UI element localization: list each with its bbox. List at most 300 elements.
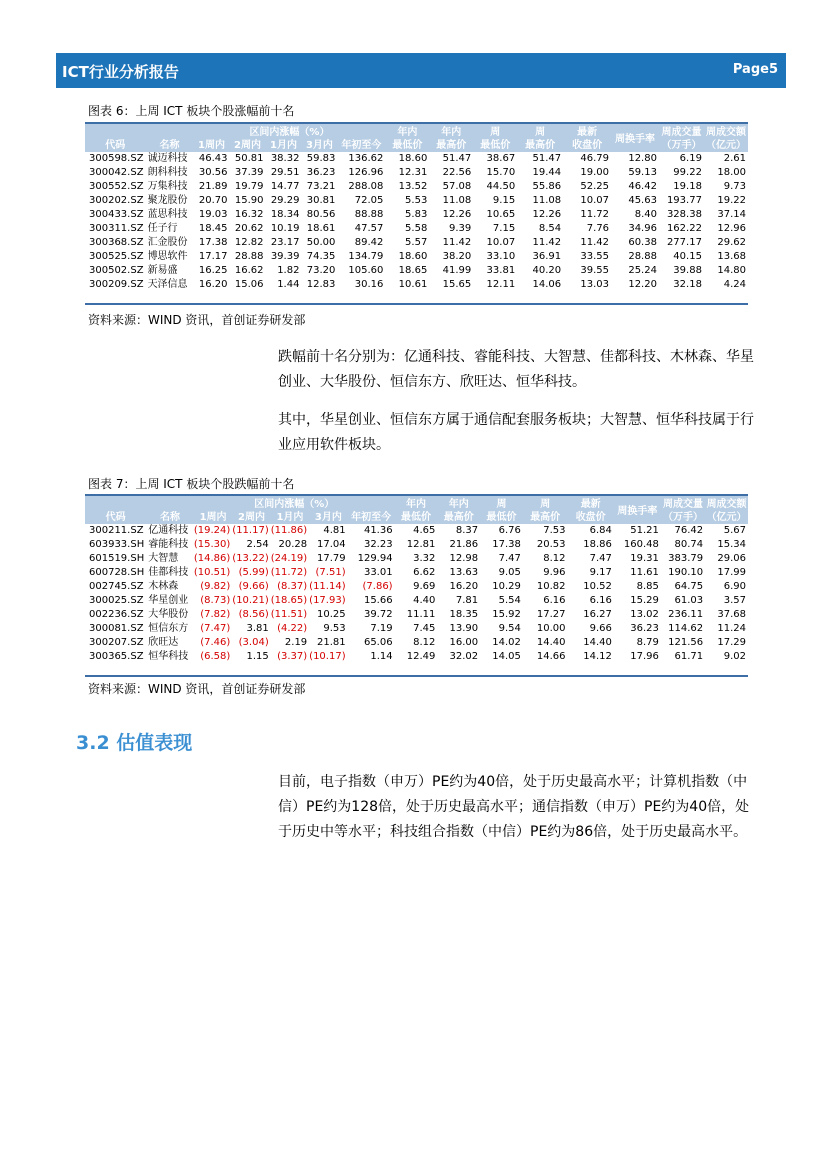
table-cell-m1: (3.37) [277, 651, 308, 662]
table-cell-m1: 29.29 [270, 195, 300, 206]
table-cell-w2: 37.39 [234, 167, 264, 178]
table-row [85, 524, 748, 538]
stock-code-cell: 600728.SH [89, 567, 145, 578]
stock-name-cell: 万集科技 [147, 181, 188, 192]
table-cell-m1: 29.51 [270, 167, 300, 178]
table-cell-m1: 10.19 [270, 223, 300, 234]
table-cell-m3: (10.17) [309, 651, 346, 662]
table-cell-ylow: 12.49 [406, 651, 436, 662]
table-cell-w1: 20.70 [198, 195, 228, 206]
table-cell-yhigh: 18.35 [449, 609, 479, 620]
table-cell-ylow: 5.53 [405, 195, 428, 206]
table-cell-turn: 15.29 [630, 595, 659, 606]
table-cell-whigh: 55.86 [532, 181, 562, 192]
table-cell-turn: 25.24 [628, 265, 657, 276]
table-cell-wlow: 5.54 [498, 595, 521, 606]
table-cell-close: 33.55 [580, 251, 610, 262]
table-cell-turn: 28.88 [628, 251, 657, 262]
table-cell-w1: (19.24) [193, 525, 231, 536]
table-cell-whigh: 14.66 [536, 651, 566, 662]
table-header-cell: 2周内 [230, 139, 266, 152]
table-header-cell: 最高价 [437, 511, 480, 524]
table-cell-m1: 38.32 [270, 153, 300, 164]
table-cell-ylow: 10.61 [398, 279, 428, 290]
table-header-cell: 周成交量 [659, 124, 704, 139]
table-header-cell: 代码 [85, 139, 146, 152]
table-row [85, 180, 748, 194]
table-cell-w1: (7.47) [200, 623, 231, 634]
table-header-cell: 区间内涨幅（%） [194, 124, 386, 139]
table-6-bottom-rule [85, 303, 748, 305]
table-cell-whigh: 19.44 [532, 167, 562, 178]
table-cell-turn: 13.02 [630, 609, 659, 620]
table-cell-w1: (7.46) [200, 637, 231, 648]
table-cell-w1: 16.25 [198, 265, 228, 276]
stock-code-cell: 300207.SZ [89, 637, 144, 648]
table-cell-ylow: 4.65 [413, 525, 436, 536]
table-cell-turn: 45.63 [628, 195, 657, 206]
table-cell-ytd: 288.08 [348, 181, 384, 192]
table-cell-ytd: (7.86) [362, 581, 393, 592]
stock-code-cell: 300025.SZ [89, 595, 144, 606]
table-cell-ylow: 18.60 [398, 153, 428, 164]
table-cell-w2: 28.88 [234, 251, 264, 262]
table-cell-yhigh: 13.63 [449, 567, 479, 578]
table-cell-close: 19.00 [580, 167, 610, 178]
table-cell-turn: 34.96 [628, 223, 657, 234]
stock-code-cell: 002236.SZ [89, 609, 144, 620]
table-row [85, 264, 748, 278]
table-header-cell [85, 496, 146, 511]
table-header-cell: 最新 [567, 496, 613, 511]
table-cell-m1: 1.44 [277, 279, 300, 290]
table-cell-w1: 18.45 [198, 223, 228, 234]
table-cell-ytd: 1.14 [370, 651, 393, 662]
table-row [85, 622, 748, 636]
table-cell-m1: 20.28 [278, 539, 308, 550]
report-header-bar [56, 53, 786, 88]
table-header-cell: 周 [523, 496, 568, 511]
table-cell-amt: 15.34 [717, 539, 746, 550]
stock-name-cell: 恒华科技 [148, 651, 189, 662]
table-cell-turn: 11.61 [630, 567, 659, 578]
table-cell-m3: 17.79 [316, 553, 346, 564]
table-cell-vol: 383.79 [668, 553, 704, 564]
table-cell-yhigh: 16.00 [449, 637, 479, 648]
stock-code-cell: 300552.SZ [89, 181, 144, 192]
table-cell-amt: 12.96 [717, 223, 746, 234]
table-header-cell: 名称 [146, 511, 194, 524]
table-cell-w1: 16.20 [198, 279, 228, 290]
table-cell-w2: (10.21) [232, 595, 269, 606]
table-cell-ylow: 9.69 [413, 581, 436, 592]
table-cell-yhigh: 22.56 [442, 167, 472, 178]
table-cell-wlow: 15.92 [492, 609, 521, 620]
table-cell-ylow: 13.52 [398, 181, 428, 192]
table-cell-m1: (11.51) [270, 609, 308, 620]
table-cell-w1: 19.03 [198, 209, 228, 220]
table-header-cell: 1周内 [194, 139, 230, 152]
table-cell-wlow: 12.11 [486, 279, 516, 290]
table-row [85, 580, 748, 594]
table-cell-vol: 32.18 [673, 279, 702, 290]
table-row [85, 250, 748, 264]
table-header-cell: 最高价 [517, 139, 563, 152]
table-cell-yhigh: 21.86 [449, 539, 479, 550]
table-cell-close: 16.27 [583, 609, 612, 620]
table-cell-m3: 9.53 [323, 623, 346, 634]
table-cell-wlow: 9.15 [492, 195, 516, 206]
table-cell-w1: 46.43 [198, 153, 228, 164]
table-cell-vol: 99.22 [673, 167, 702, 178]
table-cell-close: 39.55 [580, 265, 610, 276]
table-cell-m1: (18.65) [270, 595, 308, 606]
table-cell-whigh: 20.53 [536, 539, 566, 550]
table-header-cell: 最新 [563, 124, 611, 139]
table-header-cell [146, 124, 194, 139]
table-cell-vol: 193.77 [666, 195, 702, 206]
table-cell-ylow: 5.58 [405, 223, 428, 234]
page-number: Page5 [732, 62, 778, 77]
table-cell-close: 13.03 [580, 279, 610, 290]
table-cell-w1: (15.30) [193, 539, 231, 550]
paragraph-valuation: 目前，电子指数（申万）PE约为40倍，处于历史最高水平；计算机指数（中信）PE约为128倍，处于历史最高水平；通信指数（申万）PE约为40倍，处于历史中等水平；科技组合指数（中信）PE约为86倍，处于历史最高水平。 [278, 774, 750, 840]
table-cell-close: 14.40 [583, 637, 612, 648]
table-header-cell: 最低价 [385, 139, 429, 152]
table-cell-m3: (7.51) [315, 567, 346, 578]
stock-code-cell: 603933.SH [89, 539, 145, 550]
stock-name-cell: 天泽信息 [147, 279, 188, 290]
table-header-cell: 名称 [146, 139, 194, 152]
table-cell-w2: 50.81 [234, 153, 264, 164]
table-cell-amt: 11.24 [717, 623, 746, 634]
figure-7-source: 资料来源：WIND 资讯，首创证券研发部 [88, 682, 306, 696]
stock-code-cell: 300433.SZ [89, 209, 144, 220]
table-cell-w1: 17.17 [198, 251, 228, 262]
table-row [85, 636, 748, 650]
table-cell-w2: 12.82 [234, 237, 264, 248]
table-cell-ylow: 5.57 [405, 237, 428, 248]
stock-name-cell: 欣旺达 [148, 637, 179, 648]
table-header-cell: 年内 [385, 124, 429, 139]
table-cell-ytd: 15.66 [363, 595, 393, 606]
table-cell-yhigh: 32.02 [449, 651, 479, 662]
stock-code-cell: 002745.SZ [89, 581, 144, 592]
table-cell-wlow: 10.29 [492, 581, 521, 592]
table-cell-w2: (11.17) [232, 525, 269, 536]
table-cell-w1: (9.82) [200, 581, 231, 592]
stock-name-cell: 华星创业 [148, 595, 189, 606]
table-cell-w1: (8.73) [200, 595, 231, 606]
table-cell-w2: 1.15 [246, 651, 269, 662]
table-header-cell: 最低价 [480, 511, 523, 524]
table-header-cell: 1月内 [265, 139, 301, 152]
table-cell-close: 9.17 [589, 567, 612, 578]
table-cell-turn: 36.23 [630, 623, 659, 634]
table-cell-close: 9.66 [589, 623, 612, 634]
stock-name-cell: 木林森 [148, 581, 179, 592]
stock-name-cell: 亿通科技 [148, 525, 189, 536]
table-cell-w1: 30.56 [198, 167, 228, 178]
table-cell-yhigh: 12.26 [442, 209, 472, 220]
table-cell-ylow: 6.62 [413, 567, 436, 578]
table-cell-close: 7.47 [589, 553, 612, 564]
table-header-cell: 周换手率 [611, 124, 659, 152]
table-cell-turn: 12.20 [628, 279, 657, 290]
table-header-cell [146, 496, 194, 511]
table-cell-w2: 16.32 [234, 209, 264, 220]
stock-name-cell: 聚龙股份 [147, 195, 188, 206]
table-cell-wlow: 10.07 [486, 237, 516, 248]
table-cell-wlow: 44.50 [486, 181, 516, 192]
table-cell-yhigh: 16.20 [449, 581, 479, 592]
table-cell-m1: 39.39 [270, 251, 300, 262]
table-cell-whigh: 9.96 [543, 567, 566, 578]
table-cell-close: 10.52 [583, 581, 612, 592]
table-cell-ylow: 8.12 [413, 637, 436, 648]
table-cell-ytd: 33.01 [363, 567, 393, 578]
table-cell-wlow: 7.47 [498, 553, 521, 564]
table-header-cell: （万手） [659, 139, 704, 152]
table-cell-m1: (8.37) [277, 581, 308, 592]
table-cell-w2: 3.81 [246, 623, 269, 634]
table-cell-amt: 19.22 [717, 195, 746, 206]
stock-name-cell: 睿能科技 [148, 539, 189, 550]
table-cell-close: 52.25 [580, 181, 610, 192]
stock-name-cell: 博思软件 [147, 251, 188, 262]
table-cell-turn: 17.96 [630, 651, 659, 662]
table-cell-ytd: 41.36 [363, 525, 393, 536]
stock-code-cell: 300598.SZ [89, 153, 144, 164]
stock-code-cell: 300209.SZ [89, 279, 144, 290]
table-cell-yhigh: 57.08 [442, 181, 472, 192]
stock-code-cell: 300368.SZ [89, 237, 144, 248]
table-cell-yhigh: 41.99 [442, 265, 472, 276]
table-cell-wlow: 9.54 [498, 623, 521, 634]
table-cell-turn: 60.38 [628, 237, 657, 248]
table-cell-w2: 19.79 [234, 181, 264, 192]
table-cell-amt: 3.57 [723, 595, 746, 606]
table-cell-w2: 16.62 [234, 265, 264, 276]
table-cell-vol: 39.88 [673, 265, 702, 276]
table-cell-amt: 9.73 [723, 181, 746, 192]
table-header-cell: 年初至今 [348, 511, 395, 524]
table-row [85, 208, 748, 222]
table-cell-m3: (11.14) [309, 581, 346, 592]
table-header-cell: （亿元） [706, 512, 747, 523]
table-cell-ytd: 88.88 [354, 209, 384, 220]
table-cell-m3: 36.23 [306, 167, 336, 178]
table-cell-whigh: 6.16 [543, 595, 566, 606]
stock-name-cell: 蓝思科技 [147, 209, 188, 220]
table-cell-ylow: 4.40 [413, 595, 436, 606]
table-cell-ytd: 30.16 [354, 279, 384, 290]
table-cell-m3: 74.35 [306, 251, 336, 262]
table-cell-vol: 162.22 [666, 223, 702, 234]
table-cell-ytd: 134.79 [348, 251, 384, 262]
table-cell-ytd: 126.96 [348, 167, 384, 178]
table-cell-ytd: 65.06 [363, 637, 393, 648]
table-cell-amt: 18.00 [717, 167, 746, 178]
table-row [85, 194, 748, 208]
table-cell-turn: 8.79 [636, 637, 659, 648]
table-header-cell: 周 [517, 124, 563, 139]
table-header-cell: 周成交额 [705, 496, 748, 511]
table-cell-wlow: 33.81 [486, 265, 516, 276]
table-cell-m3: 18.61 [306, 223, 336, 234]
table-cell-m1: 18.34 [270, 209, 300, 220]
table-cell-m3: 21.81 [316, 637, 346, 648]
table-cell-w1: (10.51) [193, 567, 231, 578]
stock-name-cell: 佳都科技 [148, 567, 189, 578]
table-cell-amt: 2.61 [723, 153, 746, 164]
table-cell-w2: (5.99) [238, 567, 269, 578]
table-cell-wlow: 6.76 [498, 525, 521, 536]
table-cell-w1: 21.89 [198, 181, 228, 192]
stock-name-cell: 汇金股份 [147, 237, 188, 248]
table-row [85, 236, 748, 250]
table-cell-turn: 59.13 [628, 167, 657, 178]
table-cell-ylow: 18.60 [398, 251, 428, 262]
table-header-cell: 周成交额 [704, 124, 748, 139]
table-cell-m1: (4.22) [277, 623, 308, 634]
table-cell-turn: 12.80 [628, 153, 657, 164]
table-cell-turn: 8.85 [636, 581, 659, 592]
table-cell-wlow: 33.10 [486, 251, 516, 262]
table-cell-vol: 190.10 [668, 567, 704, 578]
table-row [85, 538, 748, 552]
table-cell-w2: (8.56) [238, 609, 269, 620]
table-header-cell: （亿元） [704, 139, 748, 152]
paragraph-losers-list: 跌幅前十名分别为：亿通科技、睿能科技、大智慧、佳都科技、木林森、华星创业、大华股份、恒信东方、欣旺达、恒华科技。 [278, 349, 754, 390]
table-cell-vol: 40.15 [673, 251, 702, 262]
table-header-cell: 区间内涨幅（%） [194, 496, 395, 511]
table-header-cell: 3月内 [309, 511, 347, 524]
table-cell-m3: 59.83 [306, 153, 336, 164]
table-cell-amt: 17.99 [717, 567, 746, 578]
table-cell-m3: 12.83 [306, 279, 336, 290]
table-cell-m3: 17.04 [316, 539, 346, 550]
table-cell-wlow: 38.67 [486, 153, 516, 164]
table-cell-m1: 14.77 [270, 181, 300, 192]
table-cell-close: 18.86 [583, 539, 612, 550]
table-cell-whigh: 10.82 [536, 581, 566, 592]
table-cell-m3: 50.00 [306, 237, 336, 248]
table-header-cell: 年内 [437, 496, 480, 511]
table-cell-turn: 8.40 [634, 209, 657, 220]
table-cell-whigh: 14.40 [536, 637, 566, 648]
table-cell-amt: 6.90 [723, 581, 746, 592]
stock-code-cell: 300081.SZ [89, 623, 144, 634]
stock-code-cell: 300202.SZ [89, 195, 144, 206]
figure-7-title: 图表 7：上周 ICT 板块个股跌幅前十名 [88, 477, 295, 491]
table-header-cell: 年内 [395, 496, 438, 511]
table-cell-m3: 4.81 [323, 525, 346, 536]
table-cell-ytd: 89.42 [354, 237, 384, 248]
table-header-cell: 最高价 [429, 139, 473, 152]
table-header-cell: 代码 [85, 511, 146, 524]
table-cell-ylow: 11.11 [406, 609, 436, 620]
table-cell-wlow: 10.65 [486, 209, 516, 220]
table-cell-w1: 17.38 [198, 237, 228, 248]
stock-name-cell: 诚迈科技 [147, 153, 188, 164]
table-cell-ylow: 5.83 [405, 209, 428, 220]
table-cell-amt: 29.62 [717, 237, 746, 248]
table-cell-yhigh: 9.39 [448, 223, 472, 234]
table-row [85, 566, 748, 580]
table-cell-amt: 17.29 [717, 637, 746, 648]
table-cell-vol: 61.03 [674, 595, 704, 606]
table-cell-vol: 236.11 [668, 609, 704, 620]
table-cell-close: 11.72 [580, 209, 610, 220]
table-cell-m3: 80.56 [306, 209, 336, 220]
table-header-cell: 1月内 [271, 511, 309, 524]
table-header-cell: 最低价 [395, 511, 438, 524]
table-cell-wlow: 7.15 [492, 223, 516, 234]
table-cell-w1: (7.82) [200, 609, 231, 620]
table-cell-yhigh: 11.08 [442, 195, 472, 206]
table-7-bottom-rule [85, 675, 748, 677]
table-cell-vol: 328.38 [666, 209, 702, 220]
table-row [85, 594, 748, 608]
table-cell-m3: 30.81 [306, 195, 336, 206]
stock-name-cell: 任子行 [147, 223, 178, 234]
table-cell-vol: 277.17 [666, 237, 702, 248]
table-header-cell: （万手） [661, 511, 705, 524]
table-cell-amt: 14.80 [717, 265, 746, 276]
table-header-cell: 3月内 [301, 139, 337, 152]
table-cell-wlow: 14.02 [492, 637, 521, 648]
table-cell-amt: 37.68 [717, 609, 746, 620]
table-cell-ylow: 12.81 [406, 539, 436, 550]
table-cell-vol: 19.18 [673, 181, 702, 192]
table-cell-vol: 61.71 [674, 651, 704, 662]
table-cell-yhigh: 51.47 [442, 153, 472, 164]
table-cell-w2: 15.90 [234, 195, 264, 206]
table-cell-m1: (24.19) [270, 553, 308, 564]
table-top-gainers [85, 124, 748, 292]
table-cell-w2: 20.62 [234, 223, 264, 234]
table-header-cell: 周 [473, 124, 517, 139]
stock-code-cell: 300042.SZ [89, 167, 144, 178]
table-row [85, 152, 748, 166]
table-cell-yhigh: 8.37 [455, 525, 479, 536]
table-header-cell: 周换手率 [614, 496, 661, 524]
table-cell-amt: 5.67 [723, 525, 746, 536]
stock-code-cell: 300365.SZ [89, 651, 144, 662]
table-cell-ytd: 129.94 [357, 553, 393, 564]
table-cell-m3: (17.93) [309, 595, 346, 606]
table-cell-m1: 23.17 [270, 237, 300, 248]
table-cell-amt: 4.24 [723, 279, 746, 290]
stock-name-cell: 大华股份 [148, 609, 189, 620]
table-cell-turn: 160.48 [623, 539, 659, 550]
table-cell-wlow: 15.70 [486, 167, 516, 178]
table-row [85, 278, 748, 292]
table-cell-w2: (13.22) [232, 553, 269, 564]
table-cell-whigh: 12.26 [532, 209, 562, 220]
table-cell-whigh: 11.42 [532, 237, 562, 248]
table-cell-ytd: 39.72 [363, 609, 393, 620]
table-cell-wlow: 17.38 [492, 539, 521, 550]
paragraph-sector-note: 其中，华星创业、恒信东方属于通信配套服务板块；大智慧、恒华科技属于行业应用软件板块。 [278, 412, 754, 453]
table-cell-yhigh: 11.42 [442, 237, 472, 248]
table-cell-turn: 19.31 [630, 553, 659, 564]
table-row [85, 552, 748, 566]
table-cell-whigh: 17.27 [536, 609, 566, 620]
table-cell-ytd: 32.23 [363, 539, 393, 550]
stock-code-cell: 300502.SZ [89, 265, 144, 276]
